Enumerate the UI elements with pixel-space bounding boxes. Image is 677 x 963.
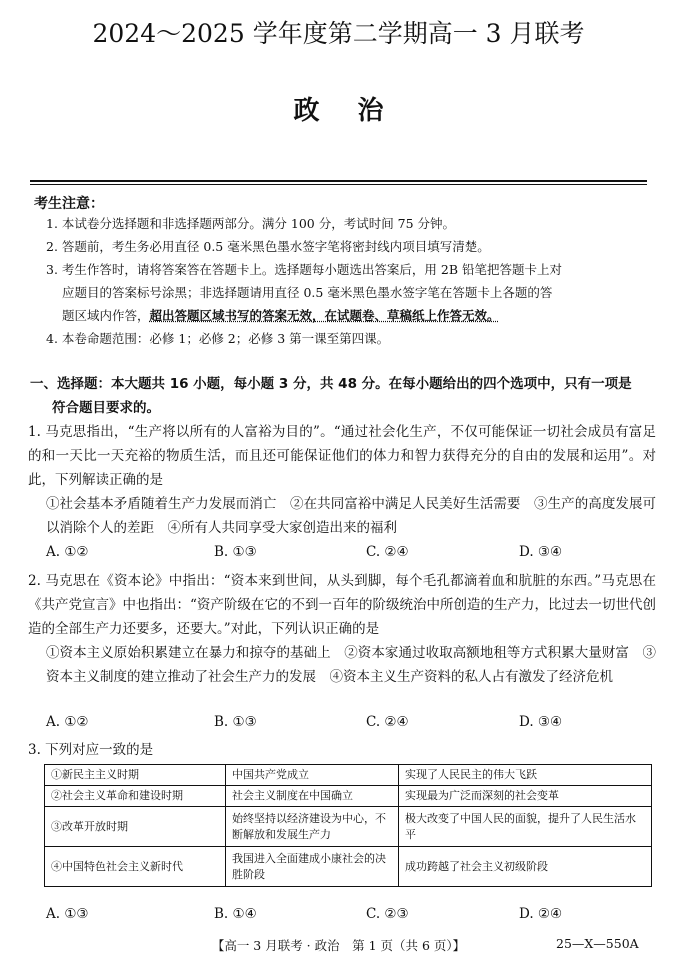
question-3-table — [44, 764, 652, 887]
notice-item: 3. 考生作答时，请将答案答在答题卡上。选择题每小题选出答案后，用 2B 铅笔把答题卡上对 — [46, 262, 562, 277]
notice-item: 4. 本卷命题范围：必修 1；必修 2；必修 3 第一课至第四课。 — [46, 331, 390, 346]
question-2-stem: 2. 马克思在《资本论》中指出：“资本来到世间，从头到脚，每个毛孔都滴着血和肮脏的东西。”马克思在《共产党宣言》中也指出：“资产阶级在它的不到一百年的阶级统治中所创造的生产力，比过去一切世代创造的全部生产力还要多，还要大。”对此，下列认识正确的是 — [28, 573, 656, 637]
option-c[interactable]: C. ②④ — [366, 544, 409, 560]
option-c[interactable]: C. ②④ — [366, 714, 409, 730]
notice-item: 应题目的答案标号涂黑；非选择题请用直径 0.5 毫米黑色墨水签字笔在答题卡上各题的答 — [62, 285, 553, 300]
notice-item: 1. 本试卷分选择题和非选择题两部分。满分 100 分，考试时间 75 分钟。 — [46, 216, 456, 231]
table-cell: 实现了人民民主的伟大飞跃 — [399, 765, 652, 786]
option-b[interactable]: B. ①③ — [214, 544, 257, 560]
notice-emphasis: 超出答题区域书写的答案无效，在试题卷、草稿纸上作答无效。 — [149, 308, 500, 323]
section-heading: 一、选择题：本大题共 16 小题，每小题 3 分，共 48 分。在每小题给出的四个选项中，只有一项是 — [30, 376, 632, 392]
table-cell: 成功跨越了社会主义初级阶段 — [399, 847, 652, 887]
paper-code: 25—X—550A — [556, 936, 639, 951]
option-d[interactable]: D. ②④ — [519, 906, 563, 922]
option-a[interactable]: A. ①② — [46, 714, 89, 730]
section-heading: 符合题目要求的。 — [52, 400, 160, 416]
exam-title: 2024～2025 学年度第二学期高一 3 月联考 — [92, 19, 585, 48]
table-cell: 社会主义制度在中国确立 — [226, 786, 399, 807]
table-cell: 始终坚持以经济建设为中心，不断解放和发展生产力 — [226, 807, 399, 847]
option-b[interactable]: B. ①③ — [214, 714, 257, 730]
subject-title: 政治 — [293, 96, 422, 126]
table-cell: ①新民主主义时期 — [45, 765, 226, 786]
notice-heading: 考生注意： — [34, 196, 104, 212]
question-2-statements: ①资本主义原始积累建立在暴力和掠夺的基础上 ②资本家通过收取高额地租等方式积累大量财富 ③资本主义制度的建立推动了社会生产力的发展 ④资本主义生产资料的私人占有激发了经济危机 — [46, 645, 656, 685]
divider-line — [30, 184, 647, 185]
notice-item — [62, 304, 656, 327]
table-row — [45, 847, 652, 887]
option-c[interactable]: C. ②③ — [366, 906, 409, 922]
table-cell: 我国进入全面建成小康社会的决胜阶段 — [226, 847, 399, 887]
table-cell: 中国共产党成立 — [226, 765, 399, 786]
table-cell: 极大改变了中国人民的面貌，提升了人民生活水平 — [399, 807, 652, 847]
option-a[interactable]: A. ①③ — [46, 906, 89, 922]
table-row — [45, 765, 652, 786]
option-b[interactable]: B. ①④ — [214, 906, 257, 922]
table-row — [45, 807, 652, 847]
notice-item-text: 题区域内作答， — [62, 308, 150, 323]
option-a[interactable]: A. ①② — [46, 544, 89, 560]
table-cell: ③改革开放时期 — [45, 807, 226, 847]
table-cell: ④中国特色社会主义新时代 — [45, 847, 226, 887]
notice-item: 2. 答题前，考生务必用直径 0.5 毫米黑色墨水签字笔将密封线内项目填写清楚。 — [46, 239, 490, 254]
question-3-stem: 3. 下列对应一致的是 — [28, 742, 154, 758]
question-1-statements: ①社会基本矛盾随着生产力发展而消亡 ②在共同富裕中满足人民美好生活需要 ③生产的高度发展可以消除个人的差距 ④所有人共同享受大家创造出来的福利 — [46, 496, 656, 536]
table-row — [45, 786, 652, 807]
option-d[interactable]: D. ③④ — [519, 714, 563, 730]
option-d[interactable]: D. ③④ — [519, 544, 563, 560]
divider-line — [30, 180, 647, 182]
page-footer: 【高一 3 月联考 · 政治 第 1 页（共 6 页）】 — [211, 938, 466, 953]
question-1-stem: 1. 马克思指出，“生产将以所有的人富裕为目的”。“通过社会化生产，不仅可能保证一切社会成员有富足的和一天比一天充裕的物质生活，而且还可能保证他们的体力和智力获得充分的自由的发展和运用”。对此，下列解读正确的是 — [28, 424, 656, 488]
table-cell: ②社会主义革命和建设时期 — [45, 786, 226, 807]
table-cell: 实现最为广泛而深刻的社会变革 — [399, 786, 652, 807]
